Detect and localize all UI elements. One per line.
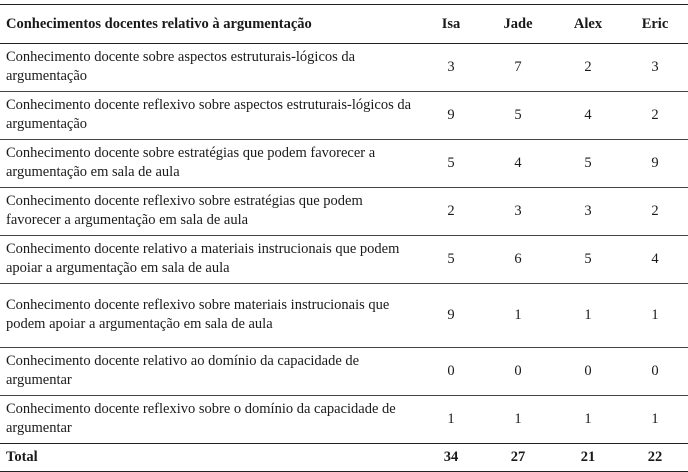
- cell-isa: 5: [447, 155, 455, 171]
- table-row: [0, 348, 688, 396]
- header-eric: Eric: [622, 5, 688, 44]
- cell-jade: 7: [514, 59, 522, 75]
- cell-eric: 3: [651, 59, 659, 75]
- row-label: Conhecimento docente reflexivo sobre aspectos estruturais-lógicos da argumentação: [6, 97, 412, 132]
- row-label: Conhecimento docente reflexivo sobre estratégias que podem favorecer a argumentação em sala de aula: [6, 193, 363, 228]
- cell-alex: 5: [584, 251, 592, 267]
- cell-jade: 1: [514, 307, 522, 323]
- header-alex: Alex: [554, 5, 622, 44]
- cell-alex: 3: [584, 203, 592, 219]
- table-row: [0, 44, 688, 92]
- row-label: Conhecimento docente sobre aspectos estruturais-lógicos da argumentação: [6, 49, 356, 84]
- cell-isa: 5: [447, 251, 455, 267]
- table-row: [0, 92, 688, 140]
- total-eric: 22: [622, 444, 688, 472]
- cell-jade: 5: [514, 107, 522, 123]
- cell-eric: 2: [651, 203, 659, 219]
- row-label: Conhecimento docente reflexivo sobre o domínio da capacidade de argumentar: [6, 401, 396, 436]
- cell-jade: 1: [514, 411, 522, 427]
- table-row: [0, 284, 688, 348]
- header-isa: Isa: [420, 5, 482, 44]
- row-label: Conhecimento docente reflexivo sobre materiais instrucionais que podem apoiar a argumentação em sala de aula: [6, 297, 390, 332]
- table-row: [0, 396, 688, 444]
- row-label: Conhecimento docente relativo a materiais instrucionais que podem apoiar a argumentação em sala de aula: [6, 241, 400, 276]
- total-label: Total: [0, 444, 420, 472]
- cell-alex: 4: [584, 107, 592, 123]
- cell-isa: 3: [447, 59, 455, 75]
- row-label: Conhecimento docente sobre estratégias que podem favorecer a argumentação em sala de aula: [6, 145, 376, 180]
- cell-alex: 0: [584, 363, 592, 379]
- cell-isa: 1: [447, 411, 455, 427]
- total-row: [0, 444, 688, 472]
- total-jade: 27: [482, 444, 554, 472]
- cell-isa: 9: [447, 107, 455, 123]
- cell-alex: 2: [584, 59, 592, 75]
- cell-alex: 1: [584, 411, 592, 427]
- knowledge-table: [0, 4, 688, 472]
- cell-eric: 1: [651, 411, 659, 427]
- cell-eric: 9: [651, 155, 659, 171]
- header-jade: Jade: [482, 5, 554, 44]
- row-label: Conhecimento docente relativo ao domínio da capacidade de argumentar: [6, 353, 360, 388]
- cell-jade: 0: [514, 363, 522, 379]
- cell-eric: 2: [651, 107, 659, 123]
- cell-isa: 2: [447, 203, 455, 219]
- table-row: [0, 236, 688, 284]
- cell-eric: 4: [651, 251, 659, 267]
- cell-jade: 6: [514, 251, 522, 267]
- cell-alex: 5: [584, 155, 592, 171]
- cell-isa: 9: [447, 307, 455, 323]
- table-row: [0, 188, 688, 236]
- cell-eric: 1: [651, 307, 659, 323]
- cell-jade: 3: [514, 203, 522, 219]
- cell-alex: 1: [584, 307, 592, 323]
- header-knowledge: Conhecimentos docentes relativo à argumentação: [0, 5, 420, 44]
- header-row: [0, 5, 688, 44]
- total-alex: 21: [554, 444, 622, 472]
- table-row: [0, 140, 688, 188]
- cell-jade: 4: [514, 155, 522, 171]
- cell-eric: 0: [651, 363, 659, 379]
- total-isa: 34: [420, 444, 482, 472]
- cell-isa: 0: [447, 363, 455, 379]
